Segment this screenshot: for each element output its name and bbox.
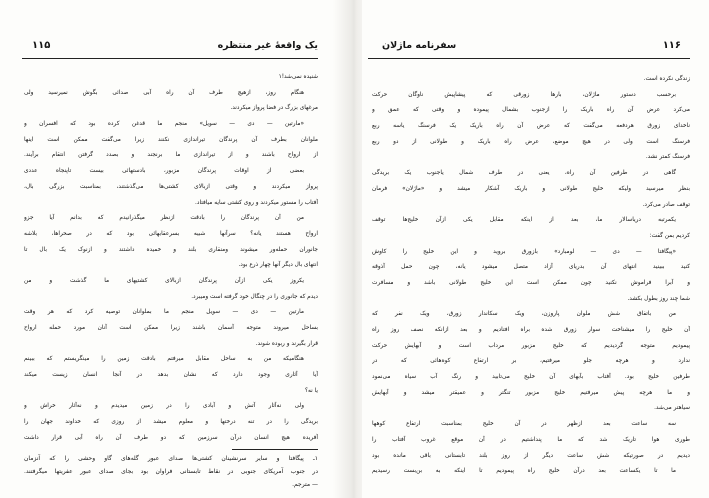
left-page [0, 0, 345, 498]
text-line: دیدم که جانوری را در چنگال خود گرفته است ومیبرد. [191, 293, 318, 300]
page-number: ۱۱۵ [32, 40, 51, 51]
text-line: توقف صادر می‌کرد. [642, 201, 690, 208]
text-line: پیمودیم متوجه گردیدیم که خلیج مزبور مرداب است و آبهایش حرکت [372, 342, 690, 349]
text-line: ندارد و هرچه جلو میرفتیم، بر ارتفاع کوه‌هائی که در [372, 358, 690, 365]
text-line: فرسنگ کمتر نشد. [645, 154, 690, 161]
text-line: انتهای بال دیگر آنها چهار ذرع بود. [238, 262, 318, 269]
text-line: زندگی نکرده است. [643, 76, 690, 82]
text-line: ارواح هستند یانه؟ سرآنها شبیه بسرعقابهائی بود که در صحراها، بلاشه [24, 230, 318, 237]
text-line: من باتفاق شش ملوان پاروزن، ویک سکاندار زورق، ویک نفر که [372, 311, 676, 318]
text-line: برحسب دستور ماژلان، بارها زورقی که پیشاپیش ناوگان حرکت [372, 91, 676, 98]
header-rule [22, 58, 318, 59]
text-line: گاهی در طرفین آن راه، یعنی در طرف شمال یاجنوب یک بریدگی [372, 170, 676, 177]
running-title: یک واقعهٔ غیر منتظره [217, 40, 318, 51]
text-line: ملوانان بطرف آن پرندگان تیراندازی نکنند زیرا می‌گفت ممکن است اینها [24, 136, 318, 143]
text-line: ناخدای زورق هردفعه می‌گفت که عرض آن راه باریک یک فرسنگ یاسه ربع [372, 123, 690, 130]
text-line: هنگامیکه من به ساحل مقابل میرفتم بادقت زمین را مینگریستم که ببینم [24, 356, 304, 363]
page-number: ۱۱۶ [662, 40, 681, 51]
right-page-body [372, 72, 690, 480]
text-line: مرغهای بزرگ در فضا پرواز میکردند. [230, 105, 318, 112]
footnote-line: در جنوب آمریکای جنوبی در نقاط تابستانی فراوان بود بجای صدای عبور عفریتها میگرفتند. [24, 468, 318, 475]
text-line: آفتاب را مستور میکردند و روی کشتی سایه میافتاد. [195, 199, 318, 206]
text-line: مارتین — دی — سویل منجم ما بملوانان توصیه کرد که هر وقت [24, 309, 304, 316]
text-line: کردیم بمن گفت: [649, 232, 690, 239]
footnote-line: — مترجم. [292, 481, 318, 488]
right-page [362, 0, 709, 498]
text-line: سه ساعت بعد ازظهر در آن خلیج بمناسبت ارتفاع کوهها [372, 421, 676, 428]
text-line: کنید ببینید انتهای آن بدریای آزاد متصل میشود یانه، چون حمل آذوقه [372, 264, 690, 271]
text-line: طرفین خلیج بود. آفتاب بآبهای آن خلیج می‌تابید و رنگ آب سیاه می‌نمود [372, 374, 690, 381]
text-line: بعضی از اوقات پرندگان مزبور، بادستهائی بیست تاپنجاه عددی [24, 168, 304, 175]
left-page-body [24, 70, 318, 447]
text-line: «مارتین — دی — سویل» منجم ما قدغن کرده بود که افسران و [24, 121, 304, 128]
text-line: از ارواح باشند و از تیراندازی ما برنجند و بصدد گرفتن انتقام برآیند. [24, 152, 318, 159]
footnote-rule [232, 449, 318, 450]
footnote [24, 452, 318, 491]
text-line: بنظر میرسید ولیکه خلیج طولانی و باریک آشکار میشد و «ماژلان» فرمان [372, 185, 690, 192]
text-line: من آن پرندگان را بادقت ازنظر میگذرانیدم که بدانم آیا جزو [24, 215, 304, 222]
text-line: آن خلیج را میشناخت سوار زورق شده براه افتادیم و بعد ازانکه نصف روز راه [372, 327, 690, 333]
footnote-line: ۱ـ پیگافتا و سایر سرنشینان کشتی‌ها صدای عبور گله‌های گاو وحشی را که آنزمان [24, 455, 318, 462]
text-line: آیا آثاری وجود دارد که نشان بدهد در آنجا انسان زیست میکند [24, 372, 318, 379]
text-line: هنگام روز، ازهیچ طرف آن راه آبی صدائی بگوش نمیرسید ولی [24, 89, 304, 96]
text-line: شنیده نمی‌شد!۱ [278, 74, 318, 80]
text-line: ما تا یکساعت بعد درآن خلیج راه پیمودیم تا اینکه به بن‌بست رسیدیم [372, 468, 676, 475]
text-line: بریدگی را در تنه درختها و معلوم میشد از روزی که خداوند جهان را [24, 419, 318, 426]
text-line: آفریده هیچ انسان درآن سرزمین که دو طرف آن راه آبی قرار داشت [24, 434, 318, 441]
header-rule [368, 58, 690, 59]
text-line: فرسنگ است ولی در هیچ موضع، عرض راه باریک و طولانی از دو ربع [372, 138, 690, 145]
running-title: سفرنامه ماژلان [382, 40, 457, 51]
text-line: ولی نه‌آثار آتش و آبادی را در زمین میدیدم و نه‌آثار خراش و [24, 403, 304, 410]
text-line: یکروز یکی ازآن پرندگان ازبالای کشتیهای ما گذشت و من [24, 277, 304, 284]
text-line: شما چند روز بطول بکشد. [627, 295, 690, 302]
text-line: «پیگافتا — دی — لومبارد» بازورق بروید و این خلیج را کاوش [372, 248, 676, 255]
text-line: و آبرا فراموش نکنید چون ممکن است این خلیج طولانی باشد و مسافرت [372, 279, 690, 286]
text-line: قرار بگیرند و ربوده شوند. [255, 340, 318, 347]
text-line: می‌کرد عرض آن راه باریک را ازجنوب بشمال پیموده و وقتی که عمق و [372, 107, 690, 114]
text-line: یکمرتبه دریاسالار ما، بعد از اینکه مقابل یکی ازآن خلیج‌ها توقف [372, 217, 676, 224]
text-line: سیاهتر می‌شد. [654, 405, 690, 412]
text-line: دیدیم در صورتیکه شش ساعت دیگر از روز بلند تابستانی باقی مانده بود [372, 452, 690, 459]
text-line: طوری هوا تاریک شد که ما پنداشتیم در آن موقع غروب آفتاب را [372, 436, 690, 443]
text-line: بساحل میروند متوجه آسمان باشند زیرا ممکن است آنان مورد حمله ارواح [24, 325, 318, 331]
text-line: و ما هرچه پیش میرفتیم خلیج مزبور تنگتر و عمیقتر میشد و آبهایش [372, 389, 690, 396]
text-line: جانوران حمله‌ور میشوند ومنقاری بلند و خمیده داشتند و ازنوک یک بال تا [24, 246, 318, 253]
text-line: یا نه؟ [304, 387, 318, 394]
text-line: پرواز میکردند و وقتی ازبالای کشتی‌ها می‌گذشتند، بمناسبت بزرگی بال، [24, 183, 318, 190]
